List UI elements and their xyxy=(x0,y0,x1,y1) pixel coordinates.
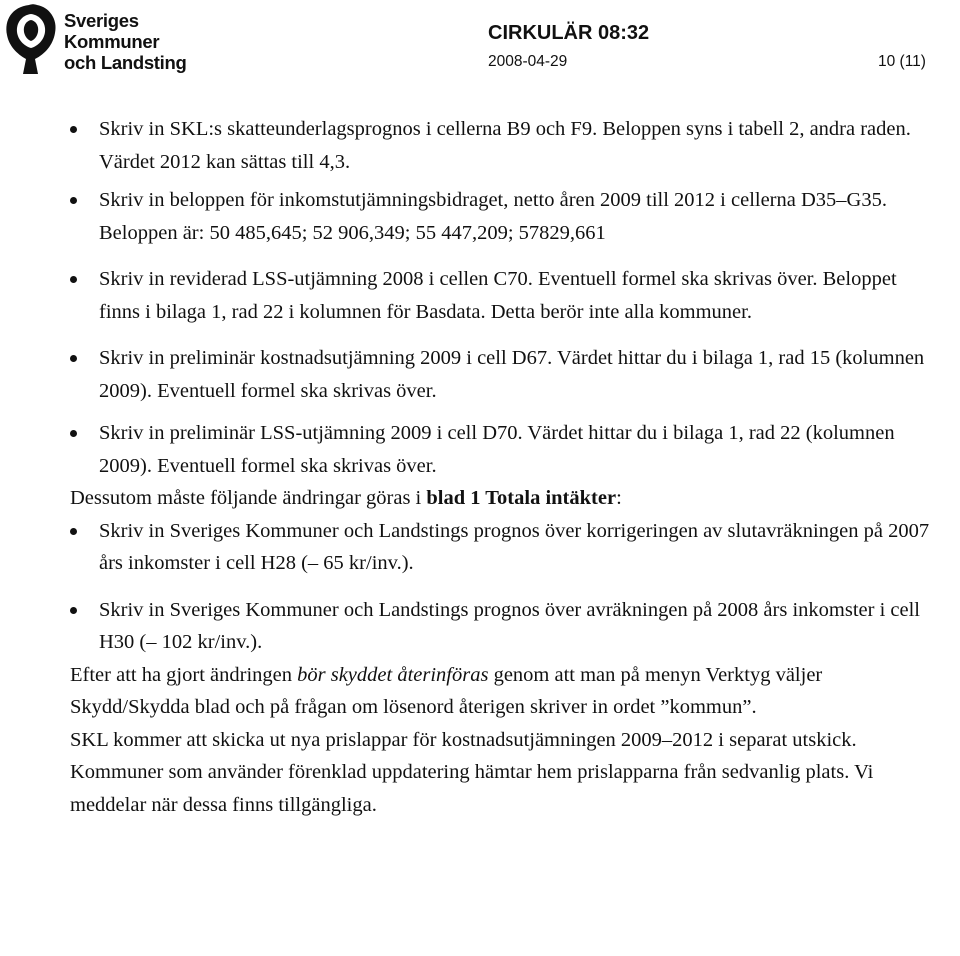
list-item: Skriv in beloppen för inkomstutjämningsbidraget, netto åren 2009 till 2012 i cellerna D35–G35. Beloppen är: 50 485,645; 52 906,349; 55 447,209; 57829,661 xyxy=(70,184,940,249)
list-item: Skriv in preliminär kostnadsutjämning 2009 i cell D67. Värdet hittar du i bilaga 1, rad 15 (kolumnen 2009). Eventuell formel ska skrivas över. xyxy=(70,342,940,407)
list-item: Skriv in Sveriges Kommuner och Landstings prognos över avräkningen på 2008 års inkomster i cell H30 (– 102 kr/inv.). xyxy=(70,594,940,659)
list-item: Skriv in preliminär LSS-utjämning 2009 i cell D70. Värdet hittar du i bilaga 1, rad 22 (kolumnen 2009). Eventuell formel ska skrivas över. xyxy=(70,417,940,482)
skl-emblem-icon xyxy=(2,2,60,76)
bullet-list-1 xyxy=(70,113,940,482)
intro-text: Dessutom måste följande ändringar göras i xyxy=(70,487,427,509)
document-body xyxy=(70,113,940,821)
page-number: 10 (11) xyxy=(878,53,926,70)
logo-line-2: Kommuner xyxy=(64,31,160,52)
paragraph-pricetags: SKL kommer att skicka ut nya prislappar för kostnadsutjämningen 2009–2012 i separat utskick. Kommuner som använder förenklad uppdatering hämtar hem prislapparna från sedvanlig plats. Vi meddelar när dessa finns tillgängliga. xyxy=(70,728,874,816)
logo-line-1: Sveriges xyxy=(64,10,139,31)
list-item: Skriv in SKL:s skatteunderlagsprognos i cellerna B9 och F9. Beloppen syns i tabell 2, andra raden. Värdet 2012 kan sättas till 4,3. xyxy=(70,113,940,178)
bullet-list-2 xyxy=(70,515,940,659)
intro-suffix: : xyxy=(616,487,622,509)
intro-bold: blad 1 Totala intäkter xyxy=(426,487,617,509)
protection-text: Efter att ha gjort ändringen xyxy=(70,663,298,686)
logo-line-3: och Landsting xyxy=(64,52,187,73)
paragraph-protection xyxy=(70,659,940,724)
list-item: Skriv in reviderad LSS-utjämning 2008 i cellen C70. Eventuell formel ska skrivas över. Beloppet finns i bilaga 1, rad 22 i kolumnen för Basdata. Detta berör inte alla kommuner. xyxy=(70,263,940,328)
document-date: 2008-04-29 xyxy=(488,53,568,70)
protection-suffix: genom att man på menyn Verktyg väljer Skydd/Skydda blad och på frågan om lösenord återigen skriver in ordet ”kommun”. xyxy=(70,663,823,718)
protection-italic: bör skyddet återinföras xyxy=(297,663,489,686)
list-item: Skriv in Sveriges Kommuner och Landstings prognos över korrigeringen av slutavräkningen på 2007 års inkomster i cell H28 (– 65 kr/inv.). xyxy=(70,515,940,580)
paragraph-changes-intro xyxy=(70,482,940,515)
document-title: CIRKULÄR 08:32 xyxy=(488,22,650,44)
skl-logo xyxy=(2,2,187,76)
